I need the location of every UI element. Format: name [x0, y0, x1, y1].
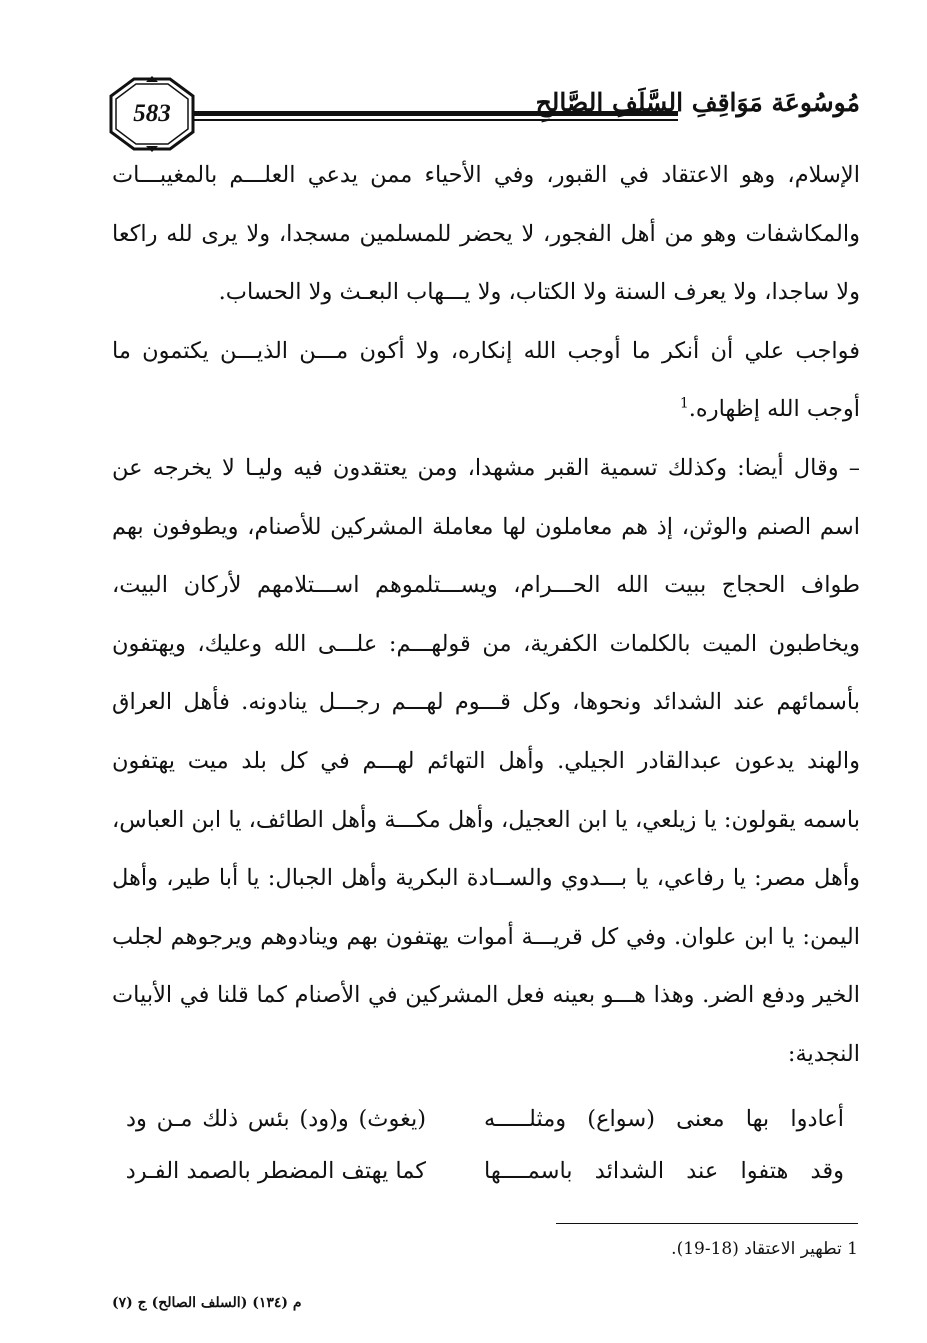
page-number: 583: [133, 100, 171, 127]
paragraph-2-text: فواجب علي أن أنكر ما أوجب الله إنكاره، ولا أكون مـــن الذيـــن يكتمون ما أوجب الله إظهاره.: [112, 337, 860, 423]
footnote: [300, 1236, 858, 1262]
body-text: [112, 146, 860, 1084]
paragraph-3: – وقال أيضا: وكذلك تسمية القبر مشهدا، ومن يعتقدون فيه وليـا لا يخرجه عن اسم الصنم والوثن، إذ هم معاملون لها معاملة المشركين للأصنام، ويطوفون بهم طواف الحجاج ببيت الله الحـــرام، ويســـتلموهم اســـتلامهم لأركان البيت، ويخاطبون الميت بالكلمات الكفرية، من قولهـــم: علـــى الله وعليك، ويهتفون بأسمائهم عند الشدائد ونحوها، وكل قـــوم لهـــم رجـــل ينادونه. فأهل العراق والهند يدعون عبدالقادر الجيلي. وأهل التهائم لهـــم في كل بلد ميت يهتفون باسمه يقولون: يا زيلعي، يا ابن العجيل، وأهل مكـــة وأهل الطائف، يا ابن العباس، وأهل مصر: يا رفاعي، يا بـــدوي والســادة البكرية وأهل الجبال: يا أبا طير، وأهل اليمن: يا ابن علوان. وفي كل قريـــة أموات يهتفون بهم وينادوهم ويرجوهم لجلب الخير ودفع الضر. وهذا هـــو بعينه فعل المشركين في الأصنام كما قلنا في الأبيات النجدية:: [112, 454, 860, 1067]
verse-2: [118, 1158, 858, 1210]
verse-2-second-hemistich: كما يهتف المضطر بالصمد الفـرد: [125, 1158, 426, 1184]
footnote-reference: 1: [679, 395, 689, 412]
page-number-badge: [108, 76, 196, 152]
series-title: مُوسُوعَة مَوَاقِفِ السَّلَفِ الصَّالِحِ: [535, 88, 860, 117]
print-signature: م (١٣٤) (السلف الصالح) ج (٧): [112, 1295, 302, 1311]
verse-1-first-hemistich: أعادوا بها معنى (سواع) ومثلـــــه: [484, 1106, 844, 1132]
paragraph-1: الإسلام، وهو الاعتقاد في القبور، وفي الأحياء ممن يدعي العلـــم بالمغيبـــات والمكاشفات وهو من أهل الفجور، لا يحضر للمسلمين مسجدا، ولا يرى لله راكعا ولا ساجدا، ولا يعرف السنة ولا الكتاب، ولا يـــهاب البعـث ولا الحساب.: [112, 162, 860, 306]
verse-1: [118, 1106, 858, 1158]
paragraph-2: [112, 322, 860, 439]
verse-2-first-hemistich: وقد هتفوا عند الشدائد باسمــــها: [484, 1158, 844, 1184]
footnote-number: 1: [847, 1239, 858, 1259]
verse-1-second-hemistich: (يغوث) و(ود) بئس ذلك مـن ود: [126, 1106, 426, 1132]
header-rule-thin: [192, 119, 678, 121]
poem-verses: [118, 1106, 858, 1210]
footnote-text: تطهير الاعتقاد (18-19).: [671, 1239, 842, 1259]
footnote-divider: [556, 1223, 858, 1224]
